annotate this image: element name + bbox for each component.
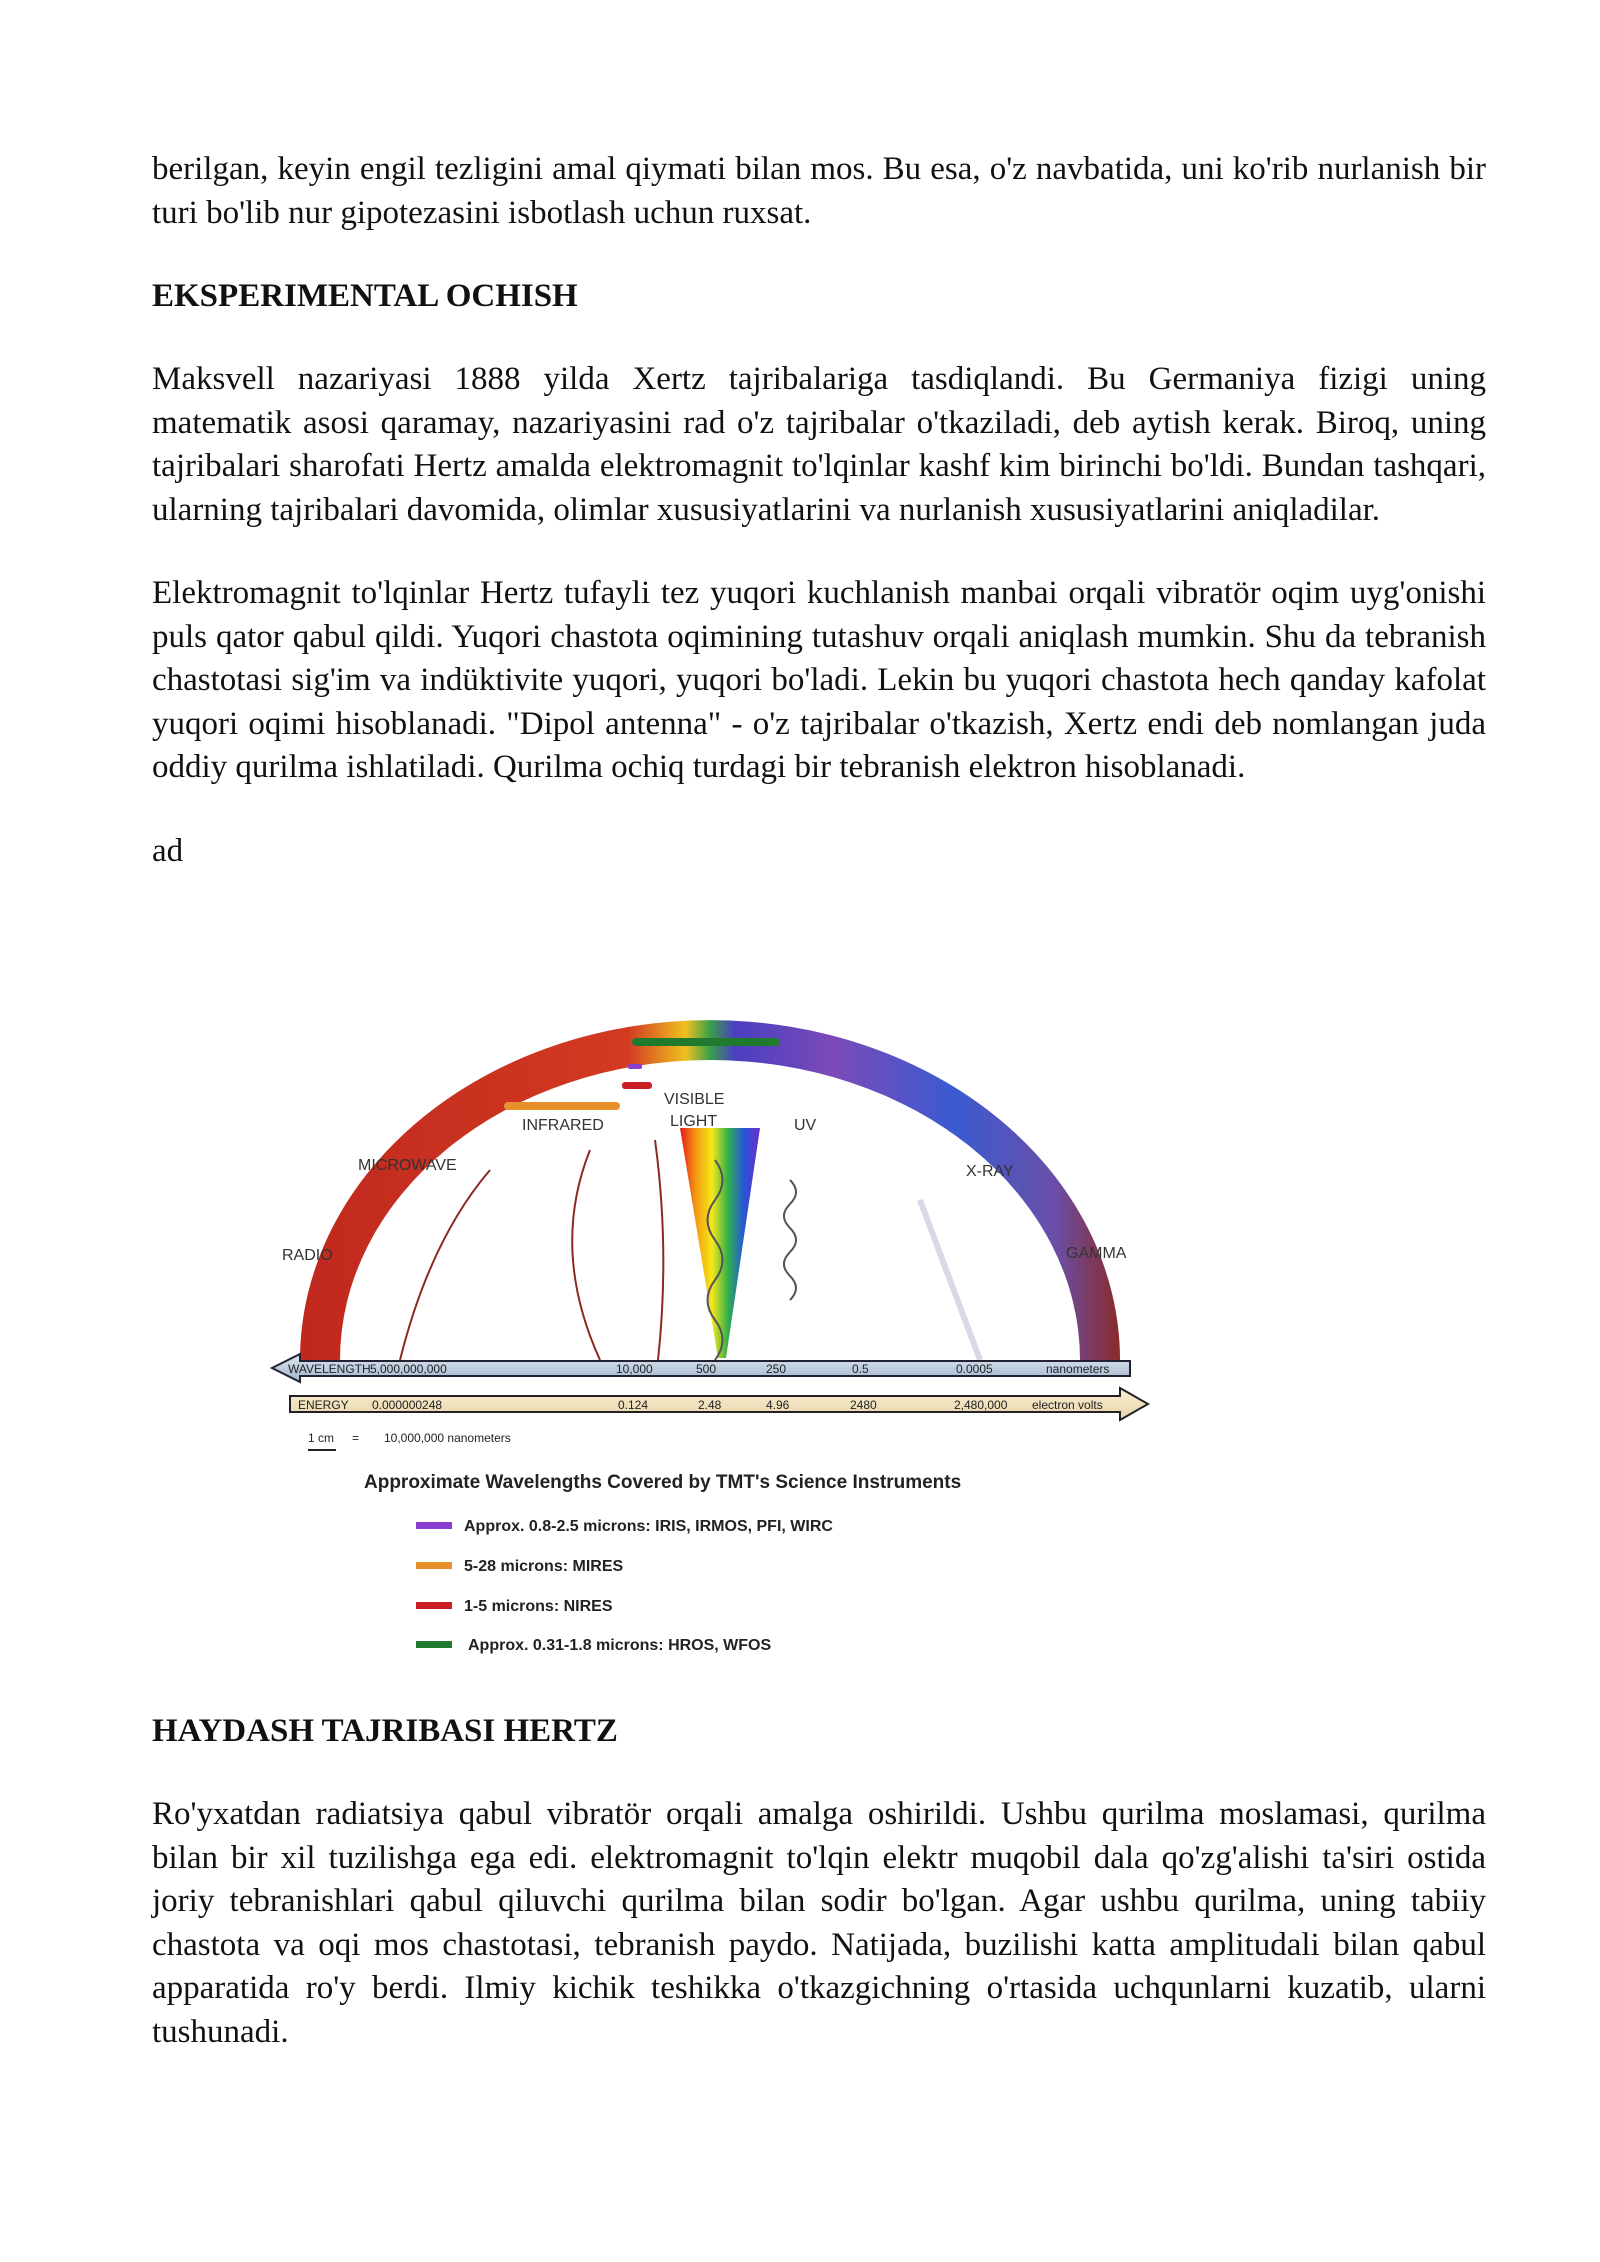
document-body-continued xyxy=(152,1710,1486,2054)
heading-hertz-experiment: HAYDASH TAJRIBASI HERTZ xyxy=(152,1713,618,1749)
wavelength-value-5: 0.5 xyxy=(852,1362,869,1376)
wavelength-value-2: 10,000 xyxy=(616,1362,653,1376)
bar-iris xyxy=(628,1064,642,1069)
legend-item-3: 1-5 microns: NIRES xyxy=(464,1598,613,1615)
paragraph-hertz: Elektromagnit to'lqinlar Hertz tufayli tez yuqori kuchlanish manbai orqali vibratör oqim uyg'onishi puls qator qabul qildi. Yuqori chastota oqimining tutashuv orqali aniqlash mumkin. Shu da tebranish chastotasi sig'im va indüktivite yuqori, yuqori bo'ladi. Lekin bu yuqori chastota hech qanday kafolat yuqori oqimi hisoblanadi. "Dipol antenna" - o'z tajribalar o'tkazish, Xertz endi deb nomlangan juda oddiy qurilma ishlatiladi. Qurilma ochiq turdagi bir tebranish elektron hisoblanadi. xyxy=(152,575,1486,785)
bar-hros-wfos xyxy=(632,1038,780,1046)
band-visible-1: VISIBLE xyxy=(664,1091,725,1108)
wavelength-value-3: 500 xyxy=(696,1362,717,1376)
wavelength-label: WAVELENGTH xyxy=(288,1362,371,1376)
legend-item-4: Approx. 0.31-1.8 microns: HROS, WFOS xyxy=(468,1637,772,1654)
heading-experimental: EKSPERIMENTAL OCHISH xyxy=(152,278,578,314)
legend-item-2: 5-28 microns: MIRES xyxy=(464,1558,624,1575)
ad-label: ad xyxy=(152,832,184,869)
energy-value-3: 2.48 xyxy=(698,1398,722,1412)
scale-note-left: 1 cm xyxy=(308,1431,335,1445)
document-body xyxy=(152,148,1486,873)
band-gamma: GAMMA xyxy=(1066,1245,1127,1262)
legend-swatch-4 xyxy=(416,1641,452,1648)
scale-note-right: 10,000,000 nanometers xyxy=(384,1431,511,1445)
bar-mires xyxy=(504,1102,620,1110)
em-spectrum-diagram xyxy=(260,1020,1160,1670)
legend-swatch-1 xyxy=(416,1522,452,1529)
band-infrared: INFRARED xyxy=(522,1117,604,1134)
legend-item-1: Approx. 0.8-2.5 microns: IRIS, IRMOS, PFI, WIRC xyxy=(464,1518,833,1535)
band-microwave: MICROWAVE xyxy=(358,1157,457,1174)
wavelength-value-6: 0.0005 xyxy=(956,1362,993,1376)
wavelength-unit: nanometers xyxy=(1046,1362,1110,1376)
energy-value-6: 2,480,000 xyxy=(954,1398,1008,1412)
legend-swatch-2 xyxy=(416,1562,452,1569)
energy-value-2: 0.124 xyxy=(618,1398,649,1412)
figure-caption: Approximate Wavelengths Covered by TMT's Science Instruments xyxy=(364,1472,962,1493)
energy-value-5: 2480 xyxy=(850,1398,877,1412)
energy-unit: electron volts xyxy=(1032,1398,1103,1412)
scale-note-eq: = xyxy=(352,1431,360,1445)
band-visible-2: LIGHT xyxy=(670,1113,718,1130)
energy-value-1: 0.000000248 xyxy=(372,1398,443,1412)
bar-nires xyxy=(622,1082,652,1089)
legend-swatch-3 xyxy=(416,1602,452,1609)
band-radio: RADIO xyxy=(282,1247,333,1264)
visible-light-wedge xyxy=(680,1128,760,1358)
paragraph-maxwell: Maksvell nazariyasi 1888 yilda Xertz tajribalariga tasdiqlandi. Bu Germaniya fizigi uning matematik asosi qaramay, nazariyasini rad o'z tajribalar o'tkaziladi, deb aytish kerak. Biroq, uning tajribalari sharofati Hertz amalda elektromagnit to'lqinlar kashf kim birinchi bo'ldi. Bundan tashqari, ularning tajribalari davomida, olimlar xususiyatlarini va nurlanish xususiyatlarini aniqladilar. xyxy=(152,361,1486,528)
wavelength-value-4: 250 xyxy=(766,1362,787,1376)
energy-value-4: 4.96 xyxy=(766,1398,790,1412)
paragraph-intro: berilgan, keyin engil tezligini amal qiymati bilan mos. Bu esa, o'z navbatida, uni ko'rib nurlanish bir turi bo'lib nur gipotezasini isbotlash uchun ruxsat. xyxy=(152,151,1486,231)
paragraph-reception: Ro'yxatdan radiatsiya qabul vibratör orqali amalga oshirildi. Ushbu qurilma moslamasi, qurilma bilan bir xil tuzilishga ega edi. elektromagnit to'lqin elektr muqobil dala qo'zg'alishi ta'siri ostida joriy tebranishlari qabul qiluvchi qurilma bilan sodir bo'lgan. Agar ushbu qurilma, uning tabiiy chastota va oqi mos chastotasi, tebranish paydo. Natijada, buzilishi katta amplitudali bilan qabul apparatida ro'y berdi. Ilmiy kichik teshikka o'tkazgichning o'rtasida uchqunlarni kuzatib, ularni tushunadi. xyxy=(152,1796,1486,2050)
band-uv: UV xyxy=(794,1117,817,1134)
wavelength-value-1: 5,000,000,000 xyxy=(370,1362,447,1376)
energy-label: ENERGY xyxy=(298,1398,349,1412)
band-xray: X-RAY xyxy=(966,1163,1014,1180)
em-spectrum-figure xyxy=(260,1020,1160,1670)
